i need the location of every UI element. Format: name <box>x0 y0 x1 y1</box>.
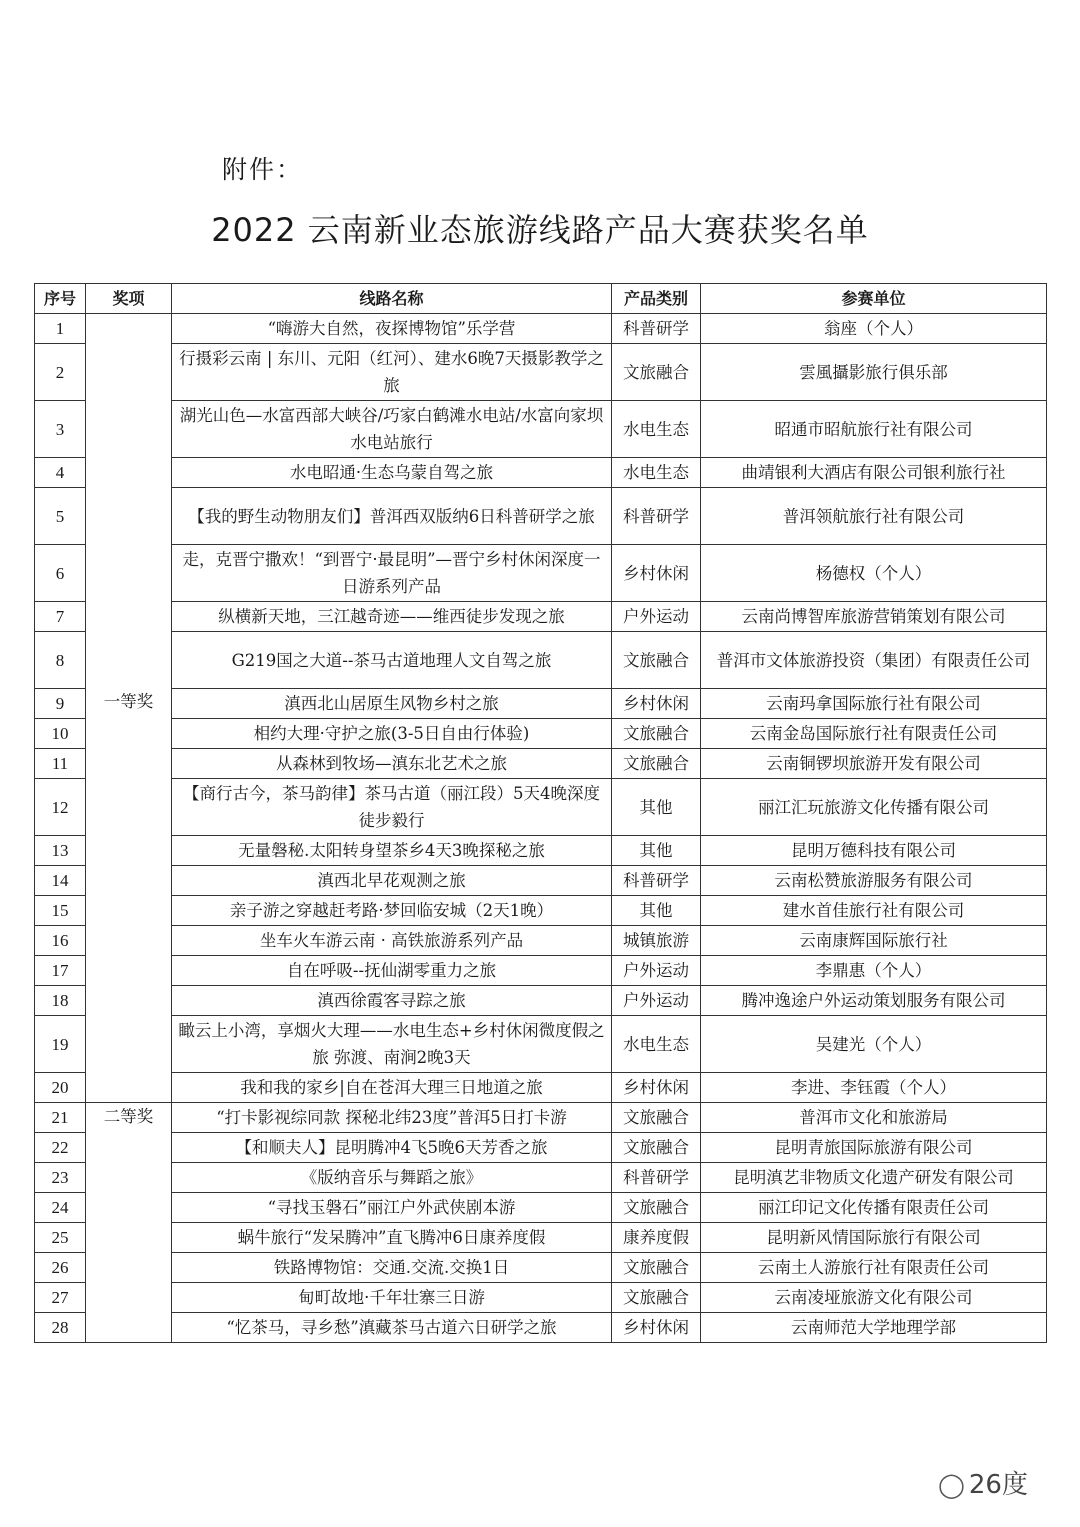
cell-route: “嗨游大自然，夜探博物馆”乐学营 <box>172 314 612 344</box>
cell-category: 户外运动 <box>612 986 701 1016</box>
table-row <box>35 1313 1047 1343</box>
cell-seq: 18 <box>35 986 86 1016</box>
prize-first-label: 一等奖 <box>103 692 154 711</box>
cell-unit: 普洱市文化和旅游局 <box>701 1103 1047 1133</box>
table-row <box>35 779 1047 836</box>
table-row <box>35 1193 1047 1223</box>
cell-unit: 昭通市昭航旅行社有限公司 <box>701 401 1047 458</box>
cell-seq: 26 <box>35 1253 86 1283</box>
header-seq: 序号 <box>35 284 86 314</box>
cell-category: 科普研学 <box>612 1163 701 1193</box>
awards-table <box>34 283 1047 1343</box>
cell-seq: 1 <box>35 314 86 344</box>
cell-unit: 腾冲逸途户外运动策划服务有限公司 <box>701 986 1047 1016</box>
cell-seq: 7 <box>35 602 86 632</box>
cell-category: 城镇旅游 <box>612 926 701 956</box>
table-row <box>35 986 1047 1016</box>
cell-route: 湖光山色—水富西部大峡谷/巧家白鹤滩水电站/水富向家坝水电站旅行 <box>172 401 612 458</box>
cell-unit: 云南铜锣坝旅游开发有限公司 <box>701 749 1047 779</box>
cell-route: G219国之大道--茶马古道地理人文自驾之旅 <box>172 632 612 689</box>
header-unit: 参赛单位 <box>701 284 1047 314</box>
cell-unit: 云南凌垭旅游文化有限公司 <box>701 1283 1047 1313</box>
cell-route: 无量磐秘.太阳转身望茶乡4天3晚探秘之旅 <box>172 836 612 866</box>
cell-category: 康养度假 <box>612 1223 701 1253</box>
cell-seq: 13 <box>35 836 86 866</box>
attachment-label: 附件： <box>222 155 304 184</box>
cell-route: 自在呼吸--抚仙湖零重力之旅 <box>172 956 612 986</box>
cell-unit: 雲風攝影旅行俱乐部 <box>701 344 1047 401</box>
cell-unit: 普洱市文体旅游投资（集团）有限责任公司 <box>701 632 1047 689</box>
cell-seq: 15 <box>35 896 86 926</box>
cell-unit: 昆明青旅国际旅游有限公司 <box>701 1133 1047 1163</box>
cell-route: 走，克晋宁撒欢！“到晋宁·最昆明”—晋宁乡村休闲深度一日游系列产品 <box>172 545 612 602</box>
table-row <box>35 896 1047 926</box>
cell-category: 户外运动 <box>612 602 701 632</box>
header-prize: 奖项 <box>86 284 172 314</box>
cell-route: 滇西徐霞客寻踪之旅 <box>172 986 612 1016</box>
cell-category: 文旅融合 <box>612 1103 701 1133</box>
page-title: 2022 云南新业态旅游线路产品大赛获奖名单 <box>211 211 869 249</box>
cell-unit: 丽江汇玩旅游文化传播有限公司 <box>701 779 1047 836</box>
cell-unit: 曲靖银利大酒店有限公司银利旅行社 <box>701 458 1047 488</box>
table-row <box>35 1253 1047 1283</box>
table-row <box>35 1016 1047 1073</box>
table-row <box>35 926 1047 956</box>
cell-category: 文旅融合 <box>612 719 701 749</box>
cell-route: “寻找玉磐石”丽江户外武侠剧本游 <box>172 1193 612 1223</box>
cell-route: 【和顺夫人】昆明腾冲4飞5晚6天芳香之旅 <box>172 1133 612 1163</box>
cell-unit: 云南土人游旅行社有限责任公司 <box>701 1253 1047 1283</box>
cell-category: 文旅融合 <box>612 1193 701 1223</box>
cell-seq: 20 <box>35 1073 86 1103</box>
cell-category: 乡村休闲 <box>612 545 701 602</box>
cell-route: 亲子游之穿越赶考路·梦回临安城（2天1晚） <box>172 896 612 926</box>
cell-category: 科普研学 <box>612 488 701 545</box>
cell-seq: 27 <box>35 1283 86 1313</box>
cell-category: 文旅融合 <box>612 632 701 689</box>
cell-route: 【商行古今，茶马韵律】茶马古道（丽江段）5天4晚深度徒步毅行 <box>172 779 612 836</box>
cell-category: 水电生态 <box>612 458 701 488</box>
cell-route: 蜗牛旅行“发呆腾冲”直飞腾冲6日康养度假 <box>172 1223 612 1253</box>
cell-seq: 5 <box>35 488 86 545</box>
table-row <box>35 1223 1047 1253</box>
cell-seq: 25 <box>35 1223 86 1253</box>
cell-unit: 云南金岛国际旅行社有限责任公司 <box>701 719 1047 749</box>
cell-route: 水电昭通·生态乌蒙自驾之旅 <box>172 458 612 488</box>
table-row <box>35 836 1047 866</box>
cell-unit: 昆明万德科技有限公司 <box>701 836 1047 866</box>
cell-seq: 2 <box>35 344 86 401</box>
cell-unit: 云南康辉国际旅行社 <box>701 926 1047 956</box>
cell-prize-second <box>86 1103 172 1343</box>
table-row <box>35 401 1047 458</box>
table-row <box>35 1103 1047 1133</box>
cell-route: “打卡影视综同款 探秘北纬23度”普洱5日打卡游 <box>172 1103 612 1133</box>
cell-route: “忆茶马，寻乡愁”滇藏茶马古道六日研学之旅 <box>172 1313 612 1343</box>
table-row <box>35 1283 1047 1313</box>
cell-route: 【我的野生动物朋友们】普洱西双版纳6日科普研学之旅 <box>172 488 612 545</box>
table-row <box>35 1163 1047 1193</box>
cell-unit: 翁座（个人） <box>701 314 1047 344</box>
table-row <box>35 1133 1047 1163</box>
cell-prize-first <box>86 314 172 1103</box>
table-header-row <box>35 284 1047 314</box>
cell-unit: 丽江印记文化传播有限责任公司 <box>701 1193 1047 1223</box>
cell-route: 纵横新天地，三江越奇迹——维西徒步发现之旅 <box>172 602 612 632</box>
cell-route: 我和我的家乡|自在苍洱大理三日地道之旅 <box>172 1073 612 1103</box>
cell-route: 铁路博物馆：交通.交流.交换1日 <box>172 1253 612 1283</box>
cell-seq: 8 <box>35 632 86 689</box>
cell-seq: 11 <box>35 749 86 779</box>
cell-unit: 云南师范大学地理学部 <box>701 1313 1047 1343</box>
prize-second-label: 二等奖 <box>103 1107 154 1126</box>
table-row <box>35 1073 1047 1103</box>
table-row <box>35 719 1047 749</box>
cell-seq: 28 <box>35 1313 86 1343</box>
cell-category: 水电生态 <box>612 401 701 458</box>
cell-unit: 建水首佳旅行社有限公司 <box>701 896 1047 926</box>
cell-route: 滇西北山居原生风物乡村之旅 <box>172 689 612 719</box>
cell-seq: 12 <box>35 779 86 836</box>
watermark-text: 26度 <box>968 1470 1028 1500</box>
cell-route: 甸町故地·千年壮寨三日游 <box>172 1283 612 1313</box>
cell-category: 文旅融合 <box>612 344 701 401</box>
cell-unit: 吴建光（个人） <box>701 1016 1047 1073</box>
cell-category: 文旅融合 <box>612 1283 701 1313</box>
table-row <box>35 689 1047 719</box>
cell-route: 相约大理·守护之旅(3-5日自由行体验) <box>172 719 612 749</box>
cell-route: 行摄彩云南 | 东川、元阳（红河）、建水6晚7天摄影教学之旅 <box>172 344 612 401</box>
cell-route: 《版纳音乐与舞蹈之旅》 <box>172 1163 612 1193</box>
table-row <box>35 314 1047 344</box>
table-row <box>35 956 1047 986</box>
cell-category: 科普研学 <box>612 866 701 896</box>
cell-seq: 19 <box>35 1016 86 1073</box>
cell-unit: 昆明新风情国际旅行有限公司 <box>701 1223 1047 1253</box>
cell-unit: 云南尚博智库旅游营销策划有限公司 <box>701 602 1047 632</box>
cell-seq: 22 <box>35 1133 86 1163</box>
table-row <box>35 866 1047 896</box>
table-row <box>35 458 1047 488</box>
cell-unit: 普洱领航旅行社有限公司 <box>701 488 1047 545</box>
cell-category: 文旅融合 <box>612 749 701 779</box>
cell-category: 户外运动 <box>612 956 701 986</box>
table-row <box>35 545 1047 602</box>
table-row <box>35 632 1047 689</box>
cell-seq: 10 <box>35 719 86 749</box>
cell-category: 乡村休闲 <box>612 1313 701 1343</box>
cell-category: 其他 <box>612 896 701 926</box>
cell-category: 水电生态 <box>612 1016 701 1073</box>
cell-unit: 云南玛拿国际旅行社有限公司 <box>701 689 1047 719</box>
cell-category: 乡村休闲 <box>612 1073 701 1103</box>
cell-unit: 昆明滇艺非物质文化遗产研发有限公司 <box>701 1163 1047 1193</box>
watermark <box>938 1464 1028 1501</box>
cell-seq: 4 <box>35 458 86 488</box>
cell-category: 文旅融合 <box>612 1253 701 1283</box>
cell-unit: 李进、李钰霞（个人） <box>701 1073 1047 1103</box>
cell-route: 滇西北早花观测之旅 <box>172 866 612 896</box>
cell-category: 文旅融合 <box>612 1133 701 1163</box>
table-row <box>35 344 1047 401</box>
cell-unit: 李鼎惠（个人） <box>701 956 1047 986</box>
cell-route: 瞰云上小湾，享烟火大理——水电生态+乡村休闲微度假之旅 弥渡、南涧2晚3天 <box>172 1016 612 1073</box>
cell-seq: 24 <box>35 1193 86 1223</box>
header-category: 产品类别 <box>612 284 701 314</box>
table-row <box>35 602 1047 632</box>
cell-seq: 6 <box>35 545 86 602</box>
cell-category: 其他 <box>612 779 701 836</box>
cell-seq: 14 <box>35 866 86 896</box>
cell-category: 其他 <box>612 836 701 866</box>
cell-seq: 17 <box>35 956 86 986</box>
cell-category: 科普研学 <box>612 314 701 344</box>
cell-seq: 23 <box>35 1163 86 1193</box>
table-row <box>35 749 1047 779</box>
cell-seq: 9 <box>35 689 86 719</box>
cell-unit: 云南松赞旅游服务有限公司 <box>701 866 1047 896</box>
cell-category: 乡村休闲 <box>612 689 701 719</box>
cell-seq: 16 <box>35 926 86 956</box>
table-row <box>35 488 1047 545</box>
cell-route: 坐车火车游云南 · 高铁旅游系列产品 <box>172 926 612 956</box>
header-route: 线路名称 <box>172 284 612 314</box>
cell-unit: 杨德权（个人） <box>701 545 1047 602</box>
cell-route: 从森林到牧场—滇东北艺术之旅 <box>172 749 612 779</box>
wechat-icon: ◯ <box>938 1471 965 1499</box>
cell-seq: 21 <box>35 1103 86 1133</box>
cell-seq: 3 <box>35 401 86 458</box>
